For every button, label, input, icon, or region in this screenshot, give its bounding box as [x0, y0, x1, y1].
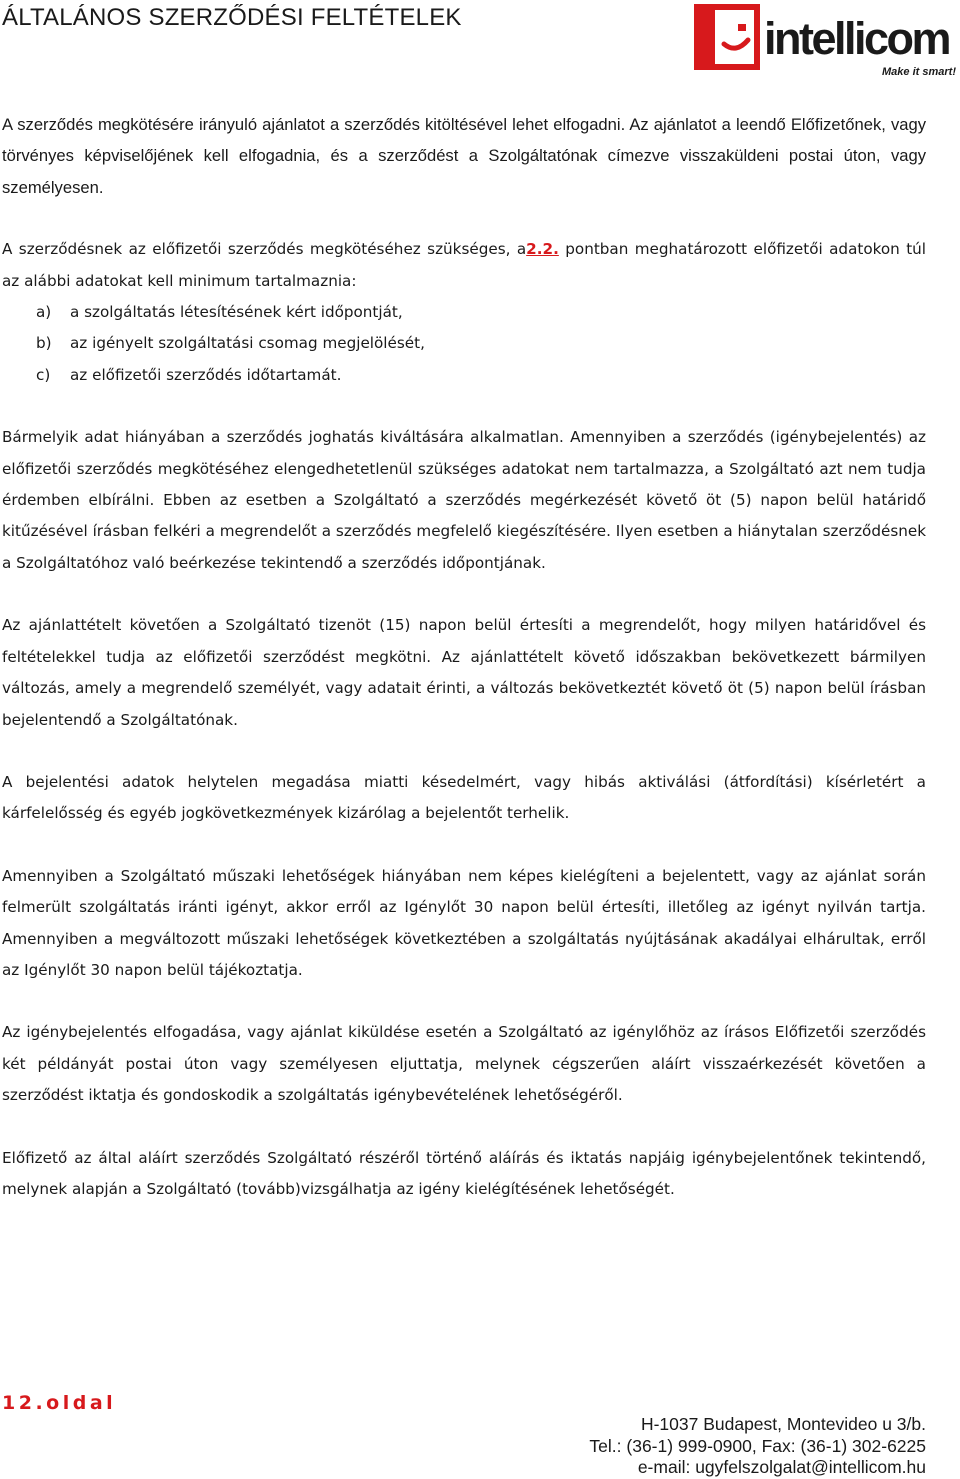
paragraph-contract-data — [2, 234, 926, 297]
paragraph-contract-delivery: Az igénybejelentés elfogadása, vagy ajánlat kiküldése esetén a Szolgáltató az igénylőhöz az írásos Előfizetői szerződés két példányát postai úton vagy személyesen eljuttatja, melynek cégszerűen aláírt visszaérkezését követően a szerződést iktatja és gondoskodik a szolgáltatás igénybevételének lehetőségéről. — [2, 1023, 926, 1105]
list-marker: a) — [36, 303, 52, 322]
section-reference-link[interactable]: 2.2. — [526, 240, 559, 259]
paragraph-liability: A bejelentési adatok helytelen megadása miatti késedelmért, vagy hibás aktiválási (átfordítási) kísérletért a kárfelelősség és egyéb jogkövetkezmények kizárólag a bejelentőt terhelik. — [2, 772, 926, 823]
footer-email: e-mail: ugyfelszolgalat@intellicom.hu — [637, 1457, 926, 1477]
footer-phone: Tel.: (36-1) 999-0900, Fax: (36-1) 302-6225 — [589, 1435, 926, 1456]
paragraph-text: A szerződésnek az előfizetői szerződés megkötéséhez szükséges, a — [2, 240, 527, 259]
paragraph-text: pontban meghatározott előfizetői adatokon túl az alábbi adatokat kell minimum tartalmaznia: — [2, 240, 926, 290]
paragraph-offer-response: Az ajánlattételt követően a Szolgáltató tizenöt (15) napon belül értesíti a megrendelőt, hogy milyen határidővel és feltételekkel tudja az előfizetői szerződést megkötni. Az ajánlattételt követő időszakban bekövetkezett bármilyen változás, amely a megrendelő személyét, vagy adatait érinti, a változás bekövetkeztét követő öt (5) napon belül írásban bejelentendő a Szolgáltatónak. — [2, 616, 926, 729]
footer-address: H-1037 Budapest, Montevideo u 3/b. — [640, 1414, 926, 1434]
logo-mark-icon — [694, 4, 760, 70]
list-marker: c) — [36, 365, 51, 384]
logo-wordmark: intellicom — [764, 13, 950, 64]
list-item — [2, 297, 926, 328]
paragraph-technical-limits: Amennyiben a Szolgáltató műszaki lehetőségek hiányában nem képes kielégíteni a bejelentett, vagy az ajánlat során felmerült szolgáltatás iránti igényt, akkor erről az Igénylőt 30 napon belül értesíti, illetőleg az igényt nyilván tartja. Amennyiben a megváltozott műszaki lehetőségek következtében a szolgáltatás nyújtásának akadályai elhárultak, erről az Igénylőt 30 napon belül tájékoztatja. — [2, 866, 926, 979]
paragraph-missing-data: Bármelyik adat hiányában a szerződés joghatás kiváltására alkalmatlan. Amennyiben a szerződés (igénybejelentés) az előfizetői szerződés megkötéséhez elengedhetetlenül szükséges adatokat nem tartalmazza, a Szolgáltató azt nem tudja érdemben elbírálni. Ebben az esetben a Szolgáltató a szerződés megérkezését követő öt (5) napon belül határidő kitűzésével írásban felkéri a megrendelőt a szerződés megfelelő kiegészítésére. Ilyen esetben a hiánytalan szerződésnek a Szolgáltatóhoz való beérkezése tekintendő a szerződés időpontjának. — [2, 428, 926, 572]
company-logo — [694, 2, 958, 82]
page-number: 12.oldal — [2, 1392, 117, 1414]
document-body — [2, 109, 926, 1236]
document-title: ÁLTALÁNOS SZERZŐDÉSI FELTÉTELEK — [2, 4, 462, 31]
paragraph-offer-acceptance: A szerződés megkötésére irányuló ajánlatot a szerződés kitöltésével lehet elfogadni. Az ajánlatot a leendő Előfizetőnek, vagy törvényes képviselőjének kell elfogadnia, és a szerződést a Szolgáltatónak címezve visszaküldeni postai úton, vagy személyesen. — [2, 115, 926, 197]
list-item — [2, 360, 926, 391]
list-item-text: a szolgáltatás létesítésének kért időpontját, — [70, 303, 403, 322]
logo-tagline: Make it smart! — [882, 66, 956, 78]
list-item-text: az igényelt szolgáltatási csomag megjelölését, — [70, 334, 425, 353]
list-item — [2, 328, 926, 359]
required-data-list — [2, 297, 926, 391]
list-marker: b) — [36, 334, 52, 353]
paragraph-applicant-status: Előfizető az által aláírt szerződés Szolgáltató részéről történő aláírás és iktatás napjáig igénybejelentőnek tekintendő, melynek alapján a Szolgáltató (tovább)vizsgálhatja az igény kielégítésének lehetőségét. — [2, 1148, 926, 1198]
footer-contact — [589, 1414, 926, 1479]
list-item-text: az előfizetői szerződés időtartamát. — [70, 365, 342, 384]
